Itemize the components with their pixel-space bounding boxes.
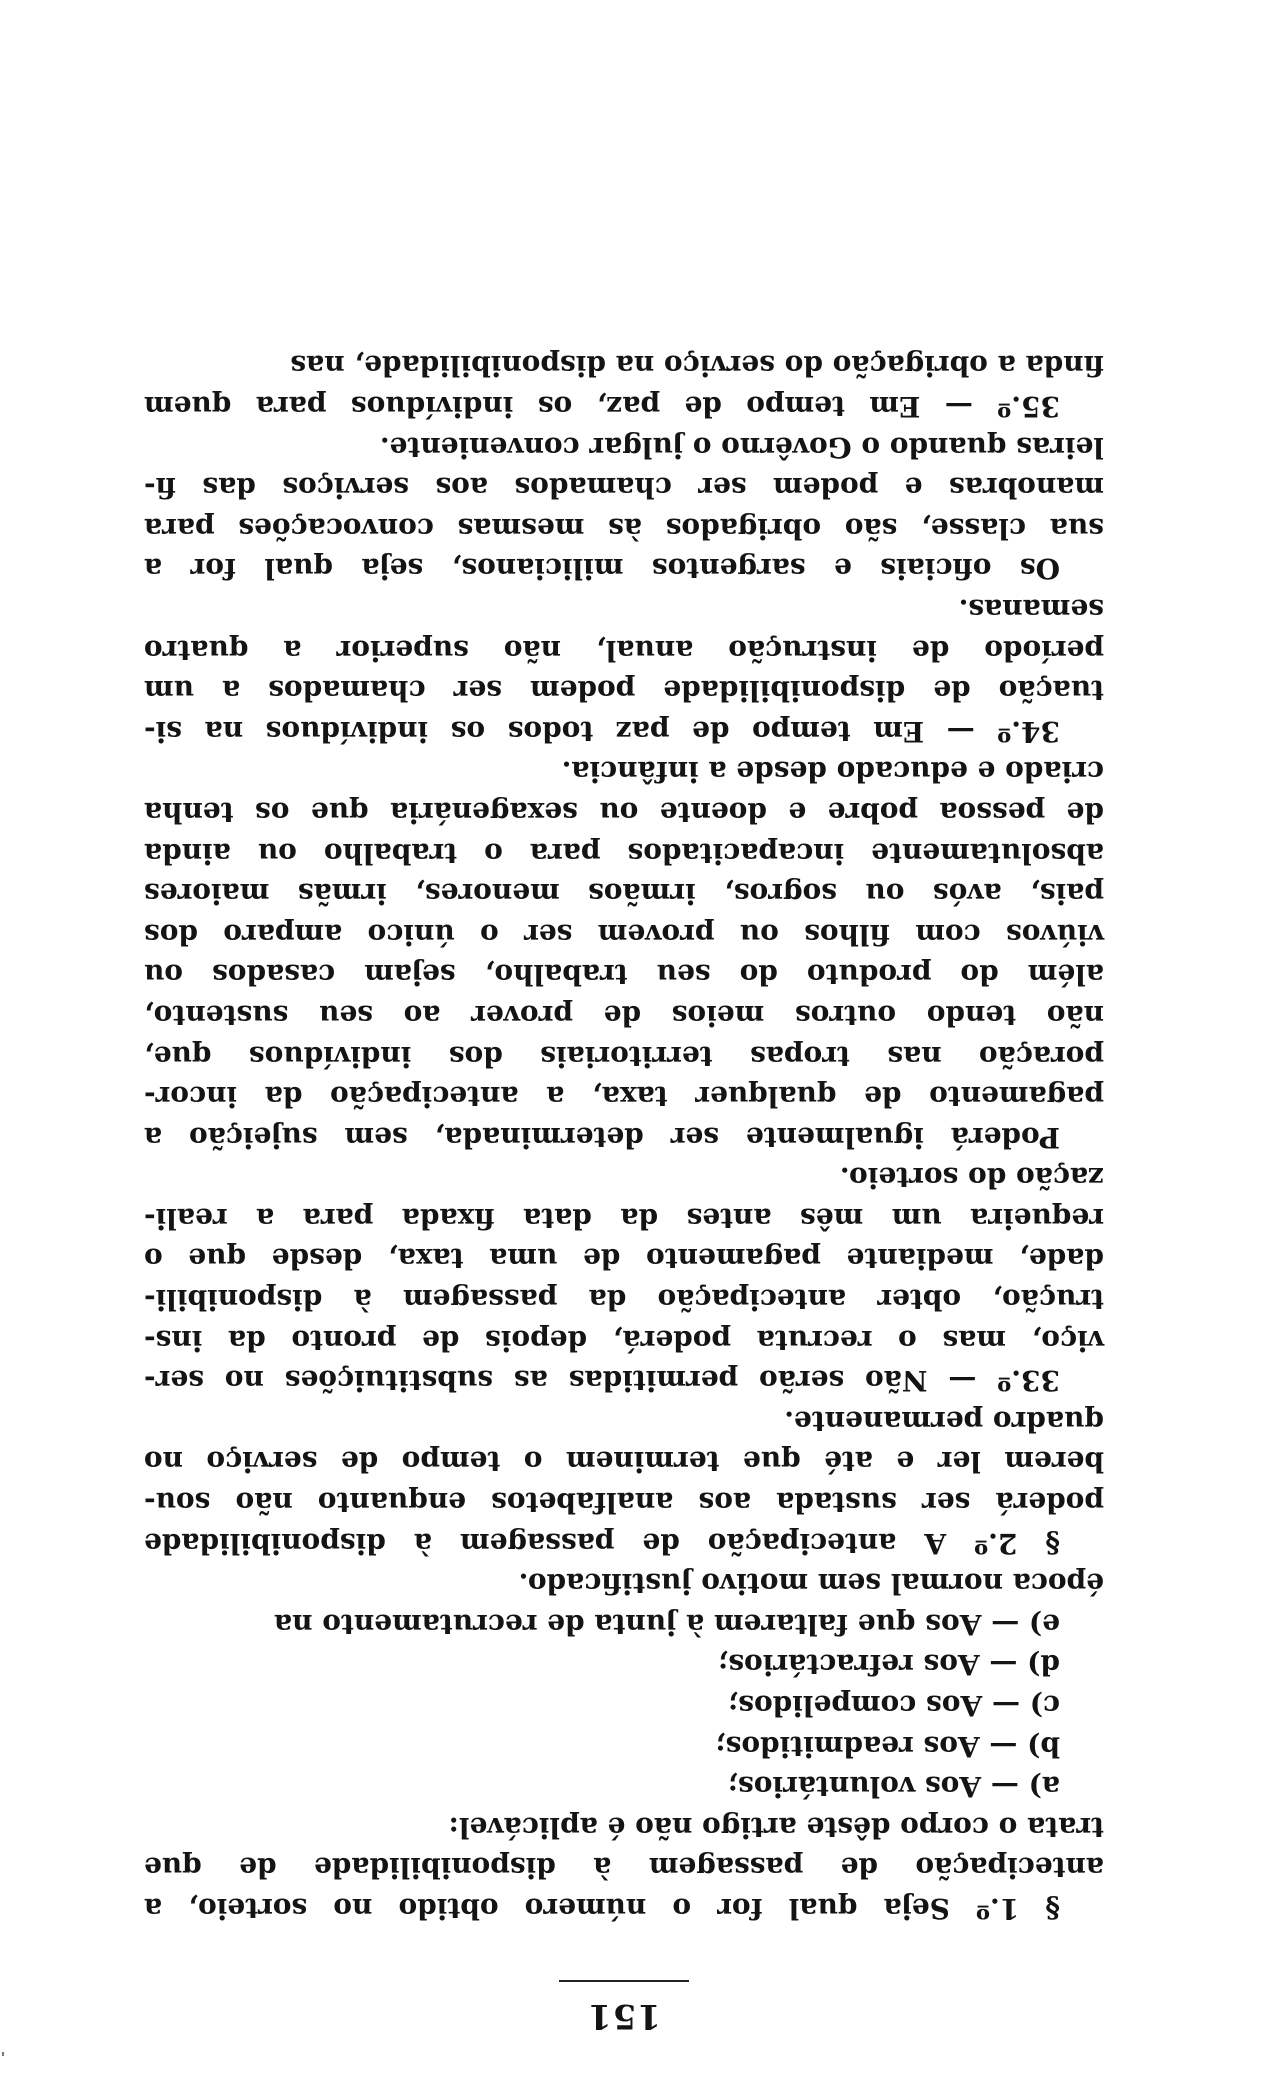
- text-line: sua classe, são obrigados às mesmas convocações para: [144, 511, 1104, 545]
- text-line: viúvos com filhos ou provem ser o único amparo dos: [144, 917, 1104, 951]
- text-line: antecipação de passagem à disponibilidade de que: [144, 1851, 1104, 1885]
- text-line: semanas.: [958, 593, 1104, 626]
- header-rule: [559, 1980, 689, 1982]
- paragraph: [144, 588, 1104, 750]
- text-line: pais, avós ou sogros, irmãos menores, irmãs maiores: [144, 877, 1104, 911]
- paragraph: [144, 1563, 1104, 1604]
- text-line: poração nas tropas territoriais dos indivíduos que,: [144, 1039, 1104, 1073]
- text-line: de pessoa pobre e doente ou sexagenária que os tenha: [144, 795, 1104, 829]
- list-item: c) — Aos compelidos;: [727, 1689, 1060, 1723]
- text-line: finda a obrigação do serviço na disponibilidade, nas: [290, 349, 1104, 383]
- paragraph: [144, 1157, 1104, 1401]
- text-line: Poderá igualmente ser determinada, sem sujeição a: [144, 1120, 1060, 1154]
- text-line: além do produto do seu trabalho, sejam casados ou: [144, 958, 1104, 992]
- text-flow: [144, 345, 1104, 1928]
- page-number: 151: [587, 1996, 661, 2036]
- list-item: b) — Aos readmitidos;: [715, 1729, 1060, 1763]
- text-line: pagamento de qualquer taxa, a antecipação da incor-: [144, 1080, 1104, 1114]
- text-line: poderá ser sustada aos analfabetos enquanto não sou-: [144, 1486, 1104, 1520]
- paragraph: [144, 345, 1104, 426]
- text-line: 35.º — Em tempo de paz, os indivíduos para quem: [144, 390, 1060, 424]
- text-line: leiras quando o Govêrno o julgar conveniente.: [379, 430, 1104, 464]
- text-line: 34.º — Em tempo de paz todos os indivíduos na si-: [144, 714, 1060, 748]
- text-line: zação do sorteio.: [839, 1161, 1104, 1195]
- paragraph: [144, 1806, 1104, 1928]
- text-line: criado e educado desde a infância.: [561, 755, 1104, 789]
- text-line: época normal sem motivo justificado.: [518, 1567, 1104, 1601]
- text-line: viço, mas o recruta poderá, depois de pronto da ins-: [144, 1323, 1104, 1357]
- text-line: 33.º — Não serão permitidas as substituições no ser-: [144, 1364, 1060, 1398]
- text-line: Os oficiais e sargentos milicianos, seja qual for a: [144, 552, 1060, 586]
- list-item: a) — Aos voluntários;: [727, 1770, 1060, 1804]
- text-line: berem ler e até que terminem o tempo de serviço no: [144, 1445, 1104, 1479]
- scan-speck: [2, 2052, 4, 2056]
- page-body: [144, 345, 1104, 2036]
- text-line: quadro permanente.: [784, 1404, 1104, 1438]
- paragraph: [144, 1400, 1104, 1562]
- text-line: absolutamente incapacitados para o trabalho ou ainda: [144, 836, 1104, 870]
- list-item: e) — Aos que faltarem à junta de recrutamento na: [274, 1607, 1060, 1641]
- list-item: d) — Aos refractários;: [717, 1648, 1060, 1682]
- text-line: período de instrução anual, não superior a quatro: [144, 633, 1104, 667]
- text-line: § 2.º A antecipação de passagem à disponibilidade: [144, 1526, 1060, 1560]
- list-block: [144, 1603, 1104, 1806]
- text-line: tuação de disponibilidade podem ser chamados a um: [144, 674, 1104, 708]
- text-line: requeira um mês antes da data fixada para a reali-: [144, 1201, 1104, 1235]
- paragraph: [144, 426, 1104, 588]
- text-line: manobras e podem ser chamados aos serviços das fi-: [144, 471, 1104, 505]
- paragraph: [144, 751, 1104, 1157]
- text-line: dade, mediante pagamento de uma taxa, desde que o: [144, 1242, 1104, 1276]
- text-line: não tendo outros meios de prover ao seu sustento,: [144, 998, 1104, 1032]
- text-line: trução, obter antecipação da passagem à disponibili-: [144, 1283, 1104, 1317]
- text-line: § 1.º Seja qual for o número obtido no sorteio, a: [144, 1892, 1060, 1925]
- text-line: trata o corpo dêste artigo não é aplicável:: [448, 1810, 1104, 1844]
